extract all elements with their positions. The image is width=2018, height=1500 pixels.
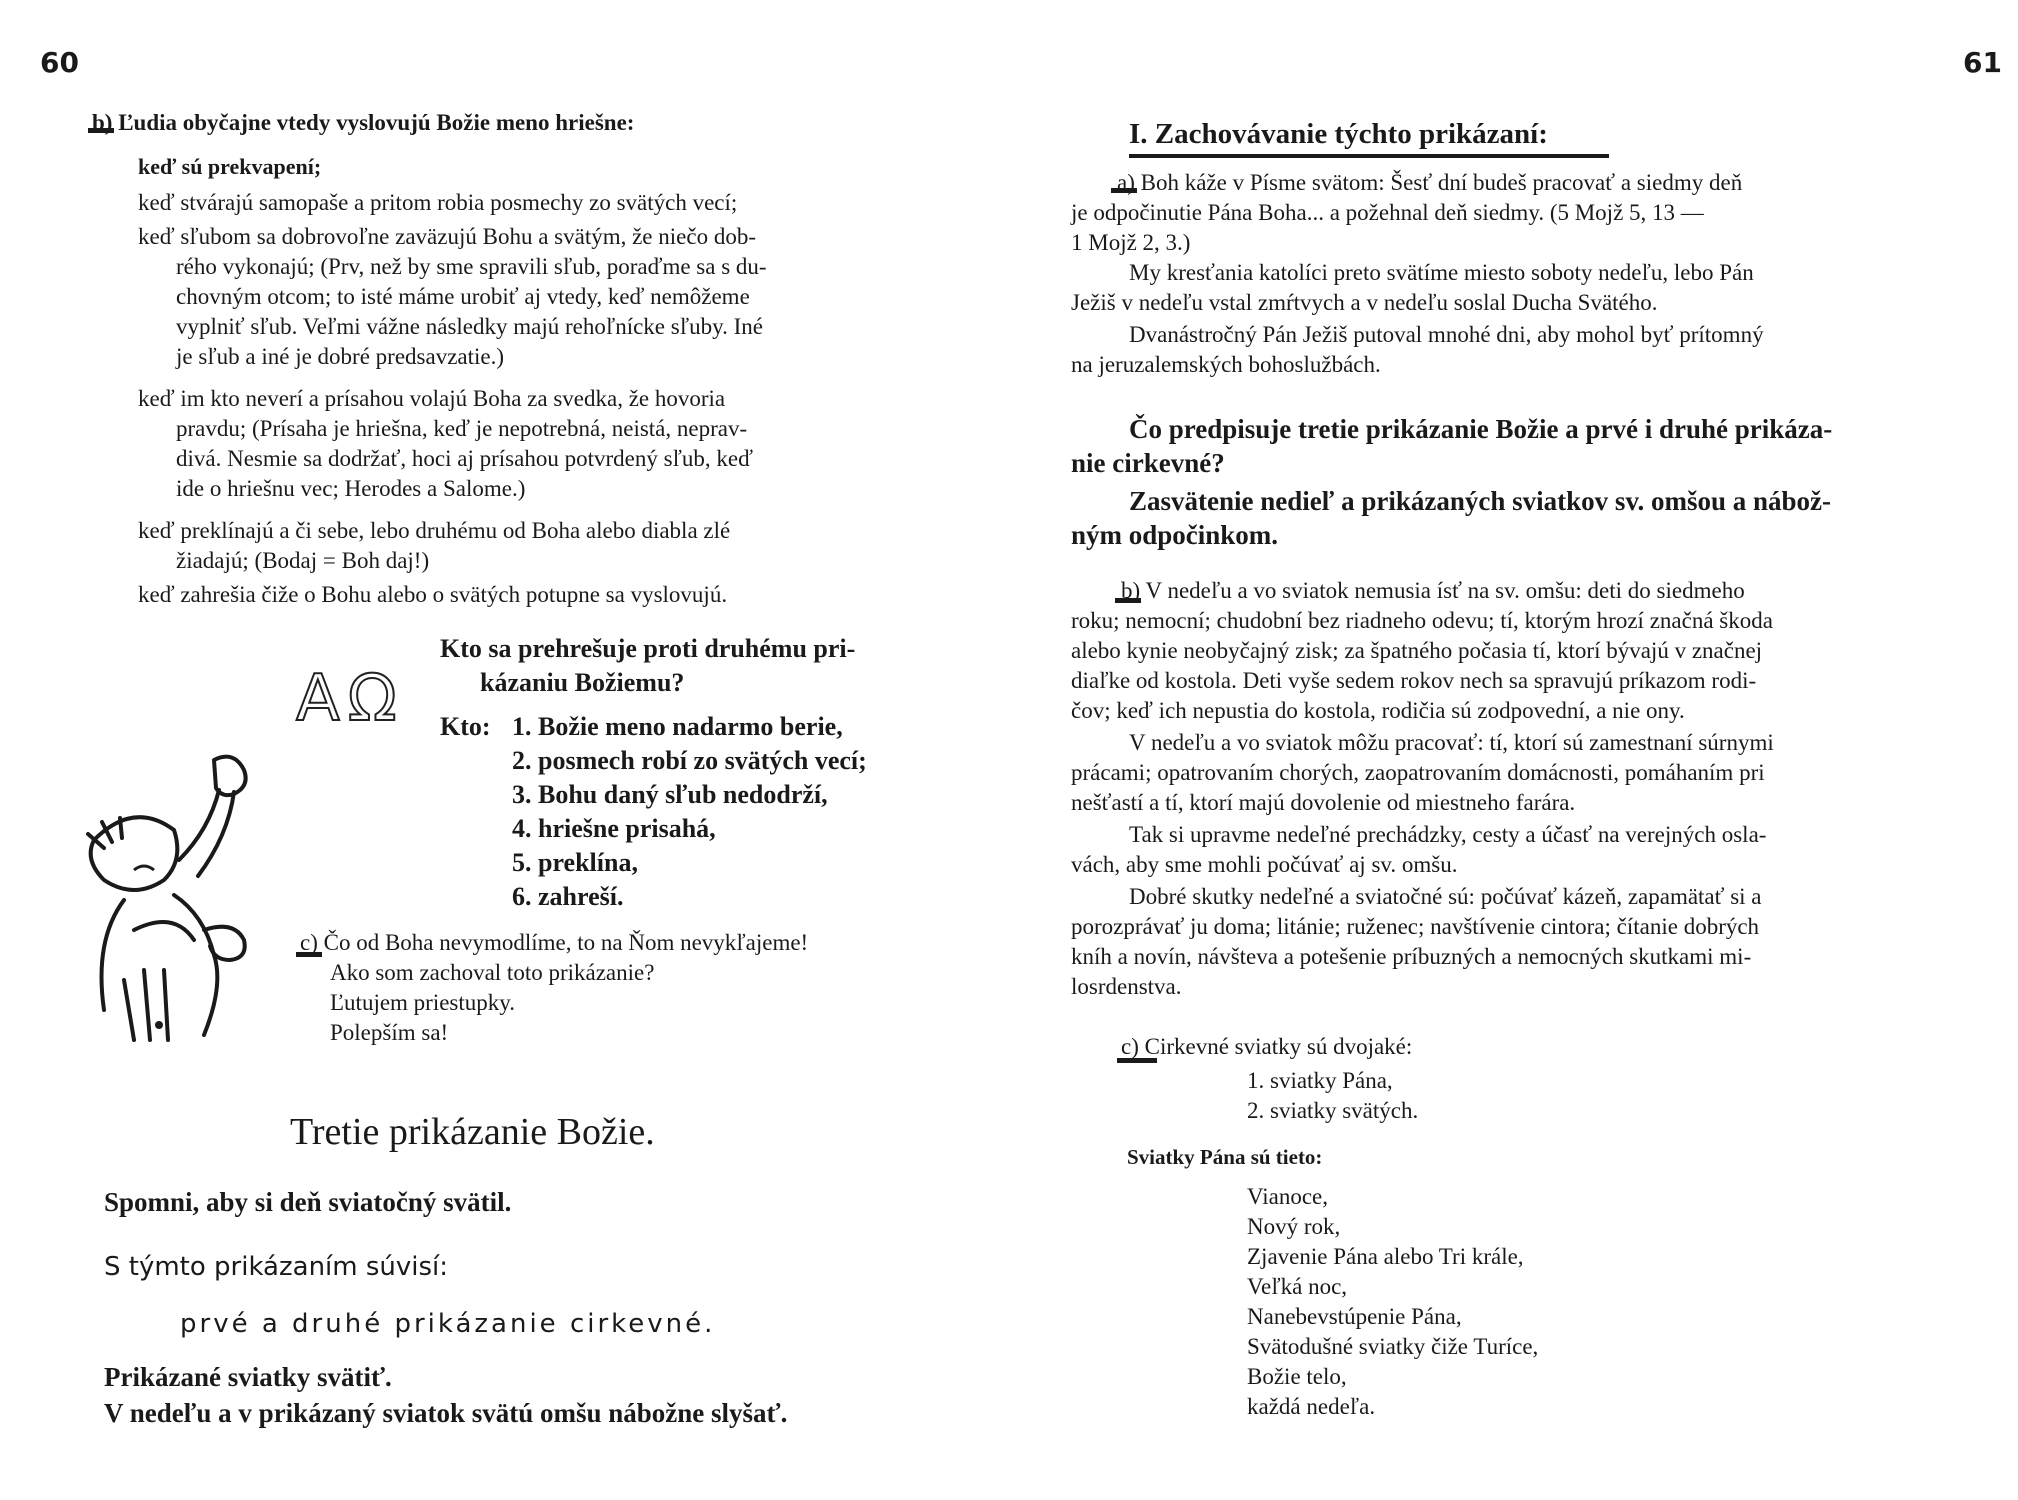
b-line: kníh a novín, návšteva a potešenie príbuzných a nemocných skutkami mi- bbox=[1071, 944, 1752, 969]
kto-item: 2. posmech robí zo svätých vecí; bbox=[512, 746, 867, 775]
third-commandment-title: Tretie prikázanie Božie. bbox=[290, 1111, 655, 1153]
b-item: keď preklínajú a či sebe, lebo druhému od Boha alebo diabla zlé bbox=[138, 518, 731, 543]
a-line: My kresťania katolíci preto svätíme miesto soboty nedeľu, lebo Pán bbox=[1129, 260, 1754, 285]
b-line: prácami; opatrovaním chorých, zaopatrovaním domácnosti, pomáhaním pri bbox=[1071, 760, 1765, 785]
question-line: Čo predpisuje tretie prikázanie Božie a prvé i druhé prikáza- bbox=[1129, 414, 1833, 444]
b-item: keď im kto neverí a prísahou volajú Boha za svedka, že hovoria bbox=[138, 386, 726, 411]
feast-item: Božie telo, bbox=[1247, 1364, 1347, 1389]
question-line: kázaniu Božiemu? bbox=[480, 668, 685, 697]
b-line: diaľke od kostola. Deti vyše sedem rokov nech sa spravujú príkazom rodi- bbox=[1071, 668, 1757, 693]
question-line: nie cirkevné? bbox=[1071, 448, 1225, 478]
answer-line: Zasvätenie nedieľ a prikázaných sviatkov sv. omšou a nábož- bbox=[1129, 486, 1831, 516]
b-line: losrdenstva. bbox=[1071, 974, 1182, 999]
a-line: Dvanástročný Pán Ježiš putoval mnohé dni, aby mohol byť prítomný bbox=[1129, 322, 1764, 347]
b-item: je sľub a iné je dobré predsavzatie.) bbox=[176, 344, 505, 369]
a-line: a) Boh káže v Písme svätom: Šesť dní budeš pracovať a siedmy deň bbox=[1117, 170, 1743, 195]
feast-item: Veľká noc, bbox=[1247, 1274, 1348, 1299]
kto-item: 1. Božie meno nadarmo berie, bbox=[512, 712, 843, 741]
question-line: Kto sa prehrešuje proti druhému pri- bbox=[440, 634, 856, 663]
b-item: žiadajú; (Bodaj = Boh daj!) bbox=[176, 548, 430, 573]
c-heading: c) Cirkevné sviatky sú dvojaké: bbox=[1121, 1034, 1413, 1059]
rule-sundays: Prikázané sviatky svätiť. bbox=[104, 1362, 392, 1392]
rule-mass: V nedeľu a v prikázaný sviatok svätú omšu nábožne slyšať. bbox=[104, 1398, 788, 1428]
b-line: roku; nemocní; chudobní bez riadneho odevu; tí, ktorým hrozí značná škoda bbox=[1071, 608, 1773, 633]
b-item: vyplniť sľub. Veľmi vážne následky majú rehoľnícke sľuby. Iné bbox=[176, 314, 763, 339]
feast-item: Vianoce, bbox=[1247, 1184, 1328, 1209]
b-line: porozprávať ju doma; litánie; ruženec; navštívenie cintora; čítanie dobrých bbox=[1071, 914, 1760, 939]
c-line: Polepším sa! bbox=[330, 1020, 449, 1045]
b-item: rého vykonajú; (Prv, než by sme spravili sľub, poraďme sa s du- bbox=[176, 254, 767, 279]
related-intro: S týmto prikázaním súvisí: bbox=[104, 1252, 449, 1282]
feasts-heading: Sviatky Pána sú tieto: bbox=[1127, 1145, 1323, 1169]
kto-label: Kto: bbox=[440, 712, 491, 741]
c-line: Ako som zachoval toto prikázanie? bbox=[330, 960, 655, 985]
commandment-text: Spomni, aby si deň sviatočný svätil. bbox=[104, 1187, 512, 1217]
feast-item: Zjavenie Pána alebo Tri krále, bbox=[1247, 1244, 1524, 1269]
related-item: prvé a druhé prikázanie cirkevné. bbox=[180, 1309, 716, 1339]
b-item: divá. Nesmie sa dodržať, hoci aj prísahou potvrdený sľub, keď bbox=[176, 446, 753, 471]
b-item: keď zahrešia čiže o Bohu alebo o svätých potupne sa vyslovujú. bbox=[138, 582, 728, 607]
man-raising-fist-illustration bbox=[64, 730, 274, 1050]
b-item: chovným otcom; to isté máme urobiť aj vtedy, keď nemôžeme bbox=[176, 284, 750, 309]
feast-item: Nový rok, bbox=[1247, 1214, 1341, 1239]
b-heading: b) Ľudia obyčajne vtedy vyslovujú Božie meno hriešne: bbox=[92, 110, 635, 135]
kto-item: 5. preklína, bbox=[512, 848, 638, 877]
b-item: keď sú prekvapení; bbox=[138, 154, 322, 179]
b-item: pravdu; (Prísaha je hriešna, keď je nepotrebná, neistá, neprav- bbox=[176, 416, 748, 441]
b-line: vách, aby sme mohli počúvať aj sv. omšu. bbox=[1071, 852, 1458, 877]
right-page bbox=[1009, 0, 2018, 1500]
c-item: 2. sviatky svätých. bbox=[1247, 1098, 1419, 1123]
kto-item: 4. hriešne prisahá, bbox=[512, 814, 716, 843]
kto-item: 3. Bohu daný sľub nedodrží, bbox=[512, 780, 828, 809]
b-item: keď sľubom sa dobrovoľne zaväzujú Bohu a svätým, že niečo dob- bbox=[138, 224, 756, 249]
b-line: nešťastí a tí, ktorí majú dovolenie od miestneho farára. bbox=[1071, 790, 1576, 815]
section-title: I. Zachovávanie týchto prikázaní: bbox=[1129, 118, 1548, 150]
kto-item: 6. zahreší. bbox=[512, 882, 624, 911]
page-number-right: 61 bbox=[1963, 46, 2002, 79]
b-line: b) V nedeľu a vo sviatok nemusia ísť na sv. omšu: deti do siedmeho bbox=[1121, 578, 1745, 603]
b-item: ide o hriešnu vec; Herodes a Salome.) bbox=[176, 476, 526, 501]
a-line: Ježiš v nedeľu vstal zmŕtvych a v nedeľu soslal Ducha Svätého. bbox=[1071, 290, 1658, 315]
section-title-underline bbox=[1129, 154, 1609, 158]
page-number-left: 60 bbox=[40, 46, 79, 79]
answer-line: ným odpočinkom. bbox=[1071, 520, 1279, 550]
b-line: Tak si upravme nedeľné prechádzky, cesty a účasť na verejných osla- bbox=[1129, 822, 1767, 847]
feast-item: Nanebevstúpenie Pána, bbox=[1247, 1304, 1462, 1329]
alpha-omega-icon: ΑΩ bbox=[296, 662, 405, 736]
b-line: čov; keď ich nepustia do kostola, rodičia sú zodpovední, a nie ony. bbox=[1071, 698, 1685, 723]
a-line: na jeruzalemských bohoslužbách. bbox=[1071, 352, 1381, 377]
b-line: V nedeľu a vo sviatok môžu pracovať: tí, ktorí sú zamestnaní súrnymi bbox=[1129, 730, 1774, 755]
feast-item: každá nedeľa. bbox=[1247, 1394, 1376, 1419]
c-item: 1. sviatky Pána, bbox=[1247, 1068, 1393, 1093]
c-line: Ľutujem priestupky. bbox=[330, 990, 516, 1015]
b-item: keď stvárajú samopaše a pritom robia posmechy zo svätých vecí; bbox=[138, 190, 738, 215]
b-line: Dobré skutky nedeľné a sviatočné sú: počúvať kázeň, zapamätať si a bbox=[1129, 884, 1762, 909]
c-line: c) Čo od Boha nevymodlíme, to na Ňom nevykľajeme! bbox=[300, 930, 809, 955]
a-line: 1 Mojž 2, 3.) bbox=[1071, 230, 1191, 255]
a-line: je odpočinutie Pána Boha... a požehnal deň siedmy. (5 Mojž 5, 13 — bbox=[1071, 200, 1704, 225]
feast-item: Svätodušné sviatky čiže Turíce, bbox=[1247, 1334, 1539, 1359]
b-line: alebo kynie neobyčajný zisk; za špatného počasia tí, ktorí bývajú v značnej bbox=[1071, 638, 1763, 663]
